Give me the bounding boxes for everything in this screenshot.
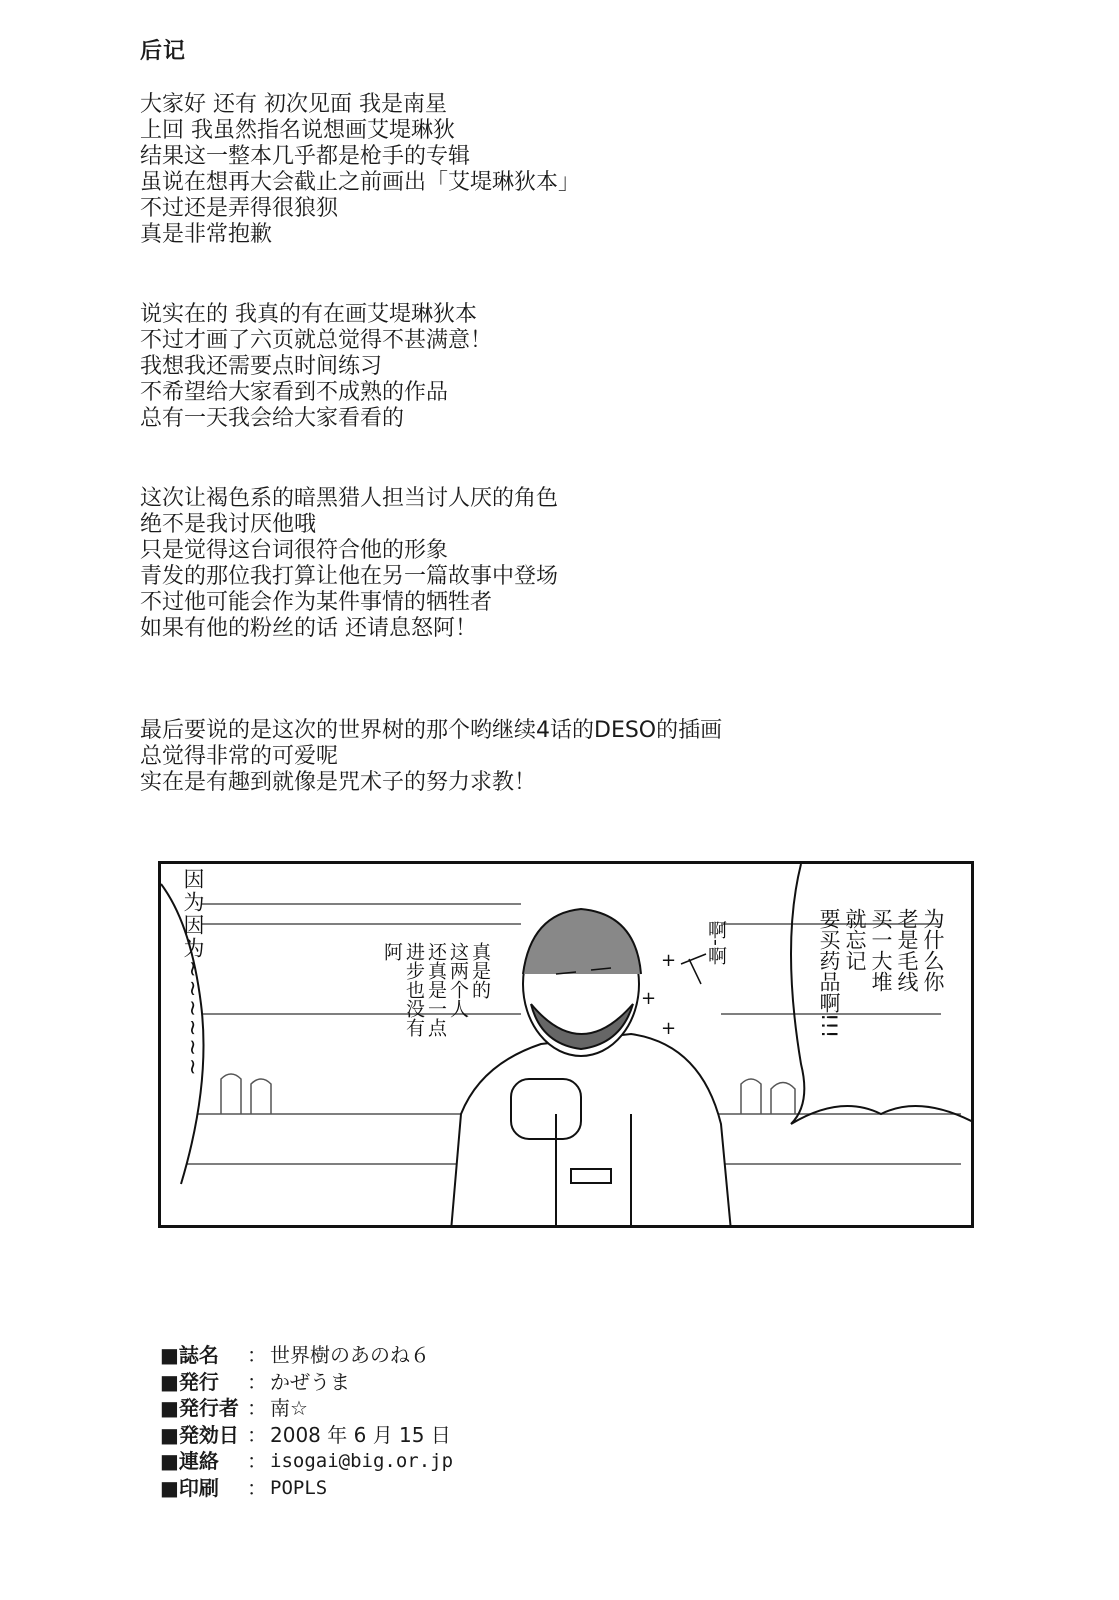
text-line: 青发的那位我打算让他在另一篇故事中登场: [140, 564, 559, 589]
colophon-row: [160, 1369, 453, 1396]
colophon-label: ■ 発効日: [160, 1422, 244, 1449]
sparkle-mark: +: [661, 950, 677, 971]
text-line: 虽说在想再大会截止之前画出「艾堤琳狄本」: [140, 170, 581, 195]
colophon-value: 2008 年 6 月 15 日: [270, 1422, 451, 1447]
colophon-label: ■ 連絡: [160, 1448, 244, 1475]
text-line: 只是觉得这台词很符合他的形象: [140, 538, 449, 563]
colophon-row: [160, 1395, 453, 1422]
text-line: 不希望给大家看到不成熟的作品: [140, 380, 449, 405]
text-line: 我想我还需要点时间练习: [140, 354, 383, 379]
colophon: [160, 1342, 453, 1501]
text-line: 结果这一整本几乎都是枪手的专辑: [140, 144, 471, 169]
text-line: 说实在的 我真的有在画艾堤琳狄本: [140, 302, 477, 327]
text-line: 总有一天我会给大家看看的: [140, 406, 405, 431]
colophon-separator: ：: [247, 1343, 267, 1367]
text-line: 最后要说的是这次的世界树的那个哟继续4话的DESO的插画: [140, 718, 723, 743]
colophon-label: ■ 発行: [160, 1369, 244, 1396]
comic-panel: [158, 861, 974, 1228]
colophon-value: POPLS: [270, 1476, 328, 1499]
colophon-row: [160, 1342, 453, 1369]
page-title: 后记: [140, 39, 187, 64]
colophon-separator: ：: [247, 1475, 267, 1500]
text-line: 不过还是弄得很狼狈: [140, 196, 339, 221]
colophon-value: 世界樹のあのね６: [270, 1343, 430, 1367]
text-line: 绝不是我讨厌他哦: [140, 512, 317, 537]
colophon-row: [160, 1422, 453, 1449]
afterword-paragraph: [140, 718, 722, 796]
text-line: 大家好 还有 初次见面 我是南星: [140, 92, 447, 117]
colophon-value: かぜうま: [270, 1369, 350, 1394]
exclamation-text: 啊-啊: [705, 920, 727, 965]
text-line: 不过他可能会作为某件事情的牺牲者: [140, 590, 493, 615]
text-line: 实在是有趣到就像是咒术子的努力求教！: [140, 770, 537, 795]
speech-bubble-right: 为什么你 老是毛线 买一大堆 就忘记 要买药品啊!!!: [817, 908, 945, 1039]
colophon-value: 南☆: [270, 1396, 308, 1420]
speech-bubble-left: 因为因为~~~~~~: [181, 868, 205, 1078]
colophon-label: ■ 印刷: [160, 1475, 244, 1502]
text-line: 上回 我虽然指名说想画艾堤琳狄: [140, 118, 455, 143]
afterword-paragraph: [140, 92, 580, 248]
speech-bubble-middle: 真是的 这两个人 还真是一点 进步也没有 阿: [381, 942, 491, 1037]
afterword-paragraph: [140, 302, 492, 432]
colophon-label: ■ 誌名: [160, 1342, 244, 1369]
colophon-separator: ：: [247, 1422, 267, 1447]
sparkle-mark: +: [661, 1018, 677, 1039]
text-line: 总觉得非常的可爱呢: [140, 744, 339, 769]
colophon-label: ■ 発行者: [160, 1395, 244, 1422]
colophon-row: [160, 1475, 453, 1502]
colophon-value: isogai@big.or.jp: [270, 1450, 454, 1472]
colophon-separator: ：: [247, 1369, 267, 1394]
afterword-paragraph: [140, 486, 558, 642]
colophon-row: [160, 1448, 453, 1475]
sparkle-mark: +: [641, 988, 657, 1009]
text-line: 真是非常抱歉: [140, 222, 273, 247]
text-line: 如果有他的粉丝的话 还请息怒阿！: [140, 616, 477, 641]
colophon-separator: ：: [247, 1396, 267, 1420]
text-line: 这次让褐色系的暗黑猎人担当讨人厌的角色: [140, 486, 559, 511]
colophon-separator: ：: [247, 1449, 267, 1473]
text-line: 不过才画了六页就总觉得不甚满意！: [140, 328, 493, 353]
